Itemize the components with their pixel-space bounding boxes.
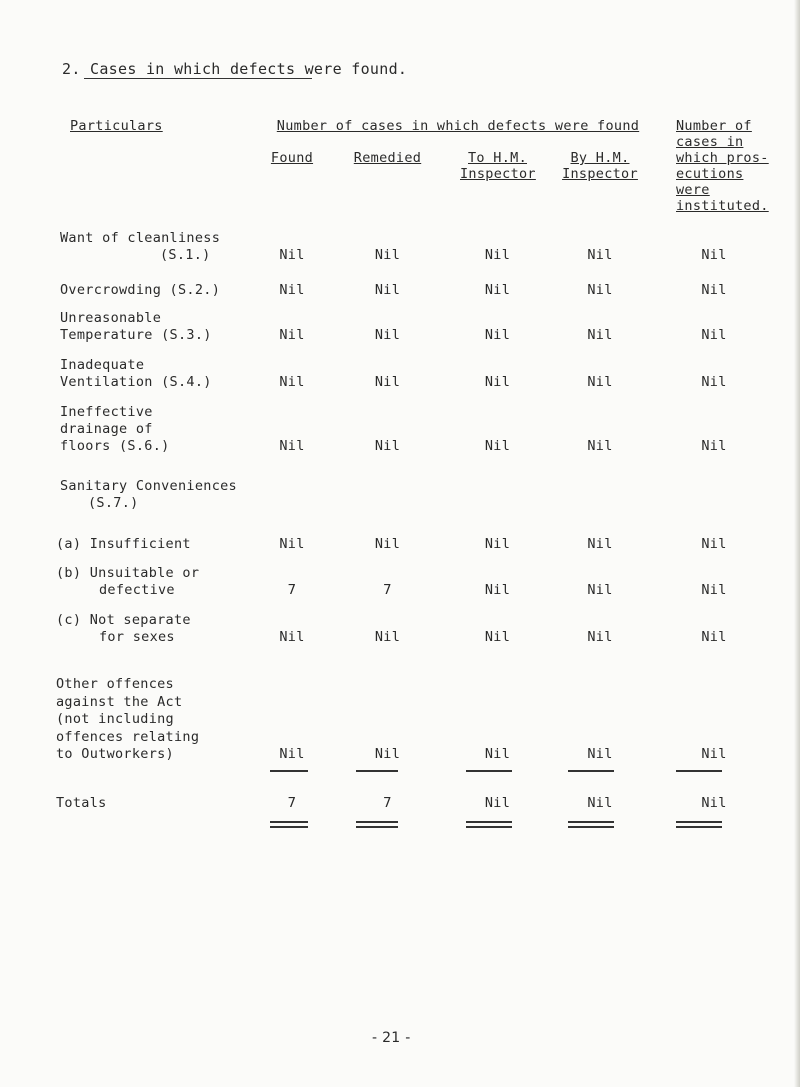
cell-overcrowding-prosecutions: Nil xyxy=(701,282,727,298)
cell-other-to-hm: Nil xyxy=(484,746,511,762)
cell-not-separate-by-hm: Nil xyxy=(587,629,613,645)
rule-pros-below-1 xyxy=(676,821,722,823)
cell-temperature-prosecutions: Nil xyxy=(701,327,727,343)
total-by-hm: Nil xyxy=(587,795,613,811)
cell-drainage-by-hm: Nil xyxy=(587,438,613,454)
cell-overcrowding-by-hm: Nil xyxy=(587,282,613,298)
header-prosecutions: Number of cases in which pros- ecutions were instituted. xyxy=(676,118,769,214)
header-by-hm-inspector: By H.M. Inspector xyxy=(562,150,638,182)
header-number-of-cases: Number of cases in which defects were found xyxy=(276,118,640,134)
cell-unsuitable-prosecutions: Nil xyxy=(701,582,727,598)
cell-temperature-remedied: Nil xyxy=(374,327,401,343)
row-label-drainage: Ineffective drainage of floors (S.6.) xyxy=(60,404,170,454)
row-label-sanitary-conveniences: Sanitary Conveniences (S.7.) xyxy=(60,478,237,511)
cell-drainage-prosecutions: Nil xyxy=(701,438,727,454)
header-to-hm-inspector: To H.M. Inspector xyxy=(460,150,536,182)
rule-found-below-1 xyxy=(270,821,308,823)
cell-other-prosecutions: Nil xyxy=(701,746,727,762)
cell-not-separate-prosecutions: Nil xyxy=(701,629,727,645)
section-title: 2. Cases in which defects were found. xyxy=(62,60,408,78)
row-label-not-separate: (c) Not separate for sexes xyxy=(56,612,191,645)
totals-label: Totals xyxy=(56,795,107,811)
cell-overcrowding-to-hm: Nil xyxy=(484,282,511,298)
cell-cleanliness-found: Nil xyxy=(279,247,305,263)
rule-by-hm-above xyxy=(568,770,614,772)
cell-cleanliness-prosecutions: Nil xyxy=(701,247,727,263)
cell-drainage-remedied: Nil xyxy=(374,438,401,454)
rule-to-hm-below-2 xyxy=(466,826,512,828)
rule-found-above xyxy=(270,770,308,772)
row-label-other-offences: Other offences against the Act (not including offences relating to Outworkers) xyxy=(56,676,200,762)
cell-ventilation-found: Nil xyxy=(279,374,305,390)
cell-insufficient-prosecutions: Nil xyxy=(701,536,727,552)
cell-unsuitable-found: 7 xyxy=(287,582,297,598)
rule-by-hm-below-1 xyxy=(568,821,614,823)
cell-ventilation-prosecutions: Nil xyxy=(701,374,727,390)
cell-drainage-to-hm: Nil xyxy=(484,438,511,454)
cell-temperature-found: Nil xyxy=(279,327,305,343)
cell-unsuitable-remedied: 7 xyxy=(383,582,392,598)
cell-insufficient-remedied: Nil xyxy=(374,536,401,552)
row-label-unsuitable: (b) Unsuitable or defective xyxy=(56,565,200,598)
header-found: Found xyxy=(270,150,314,166)
cell-drainage-found: Nil xyxy=(279,438,305,454)
rule-to-hm-below-1 xyxy=(466,821,512,823)
rule-pros-above xyxy=(676,770,722,772)
cell-ventilation-remedied: Nil xyxy=(374,374,401,390)
title-underline xyxy=(84,78,312,79)
cell-insufficient-to-hm: Nil xyxy=(484,536,511,552)
row-label-overcrowding: Overcrowding (S.2.) xyxy=(60,282,221,298)
header-remedied: Remedied xyxy=(353,150,422,166)
row-label-cleanliness: Want of cleanliness (S.1.) xyxy=(60,230,221,263)
cell-not-separate-remedied: Nil xyxy=(374,629,401,645)
cell-other-remedied: Nil xyxy=(374,746,401,762)
cell-other-found: Nil xyxy=(279,746,305,762)
rule-to-hm-above xyxy=(466,770,512,772)
cell-cleanliness-by-hm: Nil xyxy=(587,247,613,263)
rule-remedied-below-1 xyxy=(356,821,398,823)
cell-ventilation-to-hm: Nil xyxy=(484,374,511,390)
cell-overcrowding-found: Nil xyxy=(279,282,305,298)
cell-overcrowding-remedied: Nil xyxy=(374,282,401,298)
rule-remedied-above xyxy=(356,770,398,772)
row-label-insufficient: (a) Insufficient xyxy=(56,536,191,552)
rule-remedied-below-2 xyxy=(356,826,398,828)
cell-temperature-by-hm: Nil xyxy=(587,327,613,343)
cell-cleanliness-remedied: Nil xyxy=(374,247,401,263)
rule-pros-below-2 xyxy=(676,826,722,828)
cell-not-separate-to-hm: Nil xyxy=(484,629,511,645)
total-to-hm: Nil xyxy=(484,795,511,811)
page-edge-shadow xyxy=(794,0,800,1087)
total-prosecutions: Nil xyxy=(701,795,727,811)
rule-found-below-2 xyxy=(270,826,308,828)
cell-unsuitable-to-hm: Nil xyxy=(484,582,511,598)
total-remedied: 7 xyxy=(383,795,392,811)
page-number: - 21 - xyxy=(372,1030,411,1046)
header-particulars: Particulars xyxy=(70,118,163,134)
cell-other-by-hm: Nil xyxy=(587,746,613,762)
cell-cleanliness-to-hm: Nil xyxy=(484,247,511,263)
cell-temperature-to-hm: Nil xyxy=(484,327,511,343)
cell-unsuitable-by-hm: Nil xyxy=(587,582,613,598)
cell-insufficient-by-hm: Nil xyxy=(587,536,613,552)
rule-by-hm-below-2 xyxy=(568,826,614,828)
cell-ventilation-by-hm: Nil xyxy=(587,374,613,390)
cell-insufficient-found: Nil xyxy=(279,536,305,552)
total-found: 7 xyxy=(287,795,297,811)
cell-not-separate-found: Nil xyxy=(279,629,305,645)
row-label-temperature: Unreasonable Temperature (S.3.) xyxy=(60,310,212,343)
row-label-ventilation: Inadequate Ventilation (S.4.) xyxy=(60,357,212,390)
